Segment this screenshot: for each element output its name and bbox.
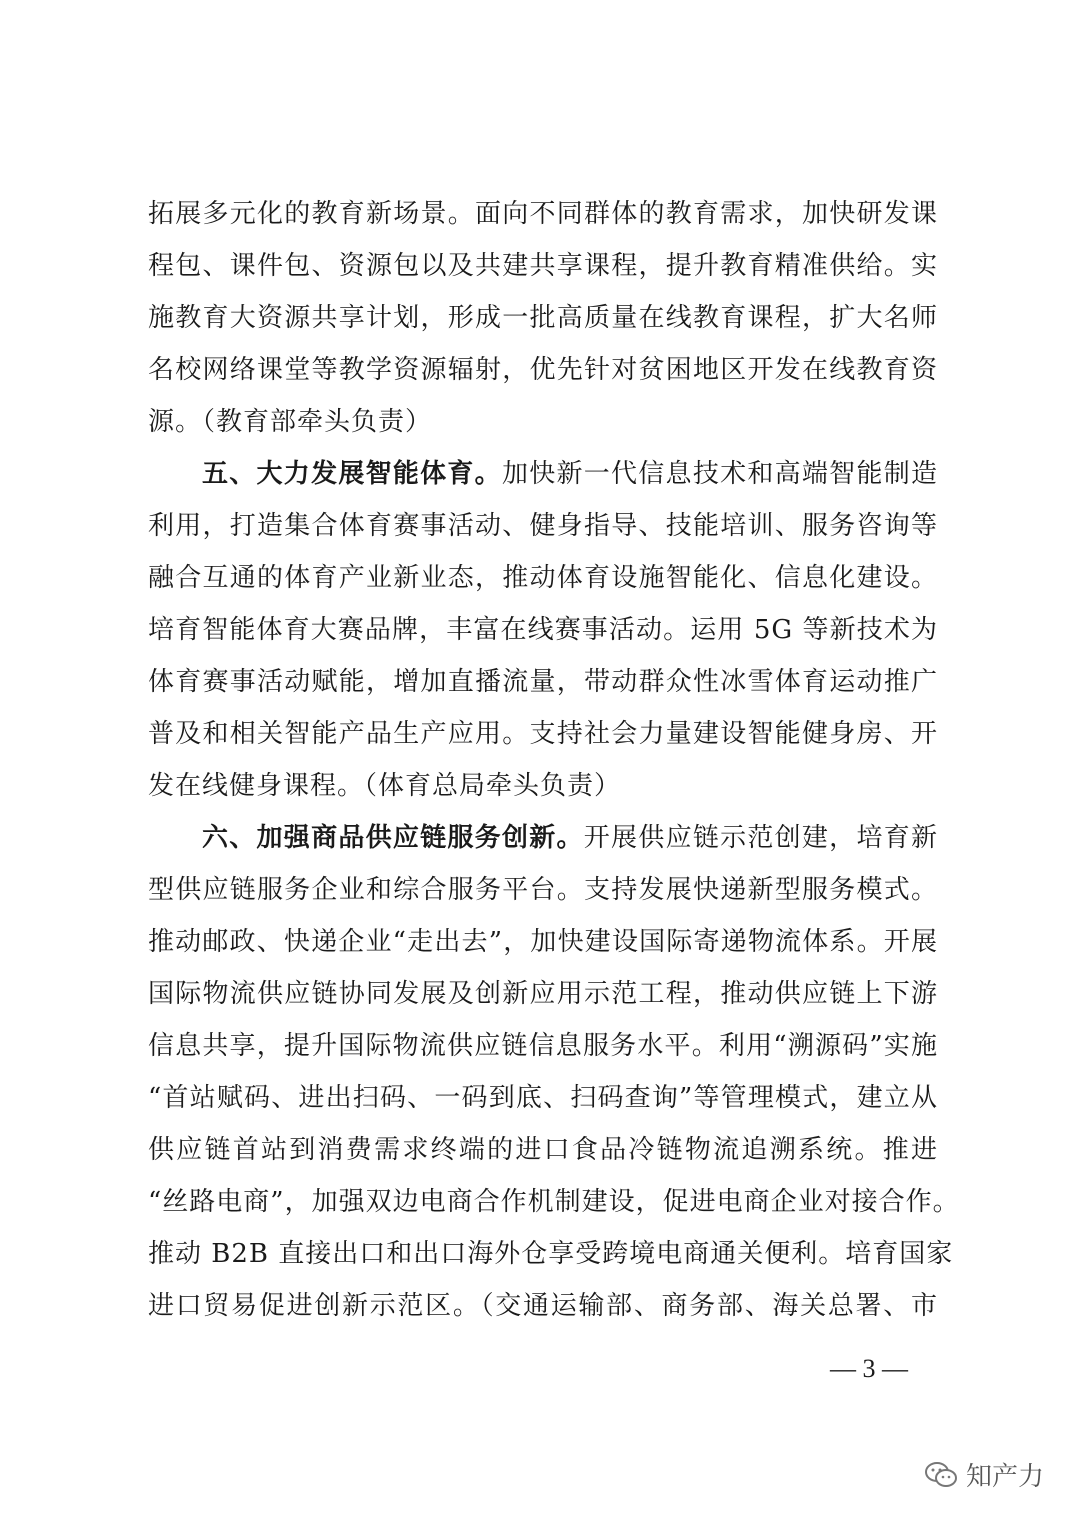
text-line: 融合互通的体育产业新业态，推动体育设施智能化、信息化建设。	[148, 563, 938, 593]
text-line: “丝路电商”，加强双边电商合作机制建设，促进电商企业对接合作。	[148, 1187, 960, 1217]
wechat-icon	[924, 1460, 958, 1490]
text-span: 加快新一代信息技术和高端智能制造	[501, 459, 938, 489]
document-body	[148, 188, 960, 1332]
text-line: 名校网络课堂等教学资源辐射，优先针对贫困地区开发在线教育资	[148, 355, 938, 385]
text-line: 普及和相关智能产品生产应用。支持社会力量建设智能健身房、开	[148, 719, 938, 749]
text-line: 进口贸易促进创新示范区。（交通运输部、商务部、海关总署、市	[148, 1291, 938, 1321]
text-span: 开展供应链示范创建，培育新	[583, 823, 938, 853]
section-heading-5: 五、大力发展智能体育。	[202, 459, 502, 489]
text-line: 供应链首站到消费需求终端的进口食品冷链物流追溯系统。推进	[148, 1135, 938, 1165]
page-number: — 3 —	[830, 1354, 908, 1383]
paragraph-first-line	[148, 812, 938, 864]
text-line: 信息共享，提升国际物流供应链信息服务水平。利用“溯源码”实施	[148, 1031, 938, 1061]
watermark-text: 知产力	[966, 1462, 1045, 1492]
text-line: 拓展多元化的教育新场景。面向不同群体的教育需求，加快研发课	[148, 199, 938, 229]
watermark	[924, 1456, 1044, 1493]
text-line: 型供应链服务企业和综合服务平台。支持发展快递新型服务模式。	[148, 875, 938, 905]
text-line: “首站赋码、进出扫码、一码到底、扫码查询”等管理模式，建立从	[148, 1083, 938, 1113]
section-heading-6: 六、加强商品供应链服务创新。	[202, 823, 584, 853]
text-line: 程包、课件包、资源包以及共建共享课程，提升教育精准供给。实	[148, 251, 938, 281]
text-line: 推动 B2B 直接出口和出口海外仓享受跨境电商通关便利。培育国家	[148, 1239, 954, 1269]
text-line: 利用，打造集合体育赛事活动、健身指导、技能培训、服务咨询等	[148, 511, 938, 541]
text-line: 源。（教育部牵头负责）	[148, 407, 433, 437]
text-line: 推动邮政、快递企业“走出去”，加快建设国际寄递物流体系。开展	[148, 927, 938, 957]
text-line: 发在线健身课程。（体育总局牵头负责）	[148, 771, 622, 801]
text-line: 国际物流供应链协同发展及创新应用示范工程，推动供应链上下游	[148, 979, 938, 1009]
text-line: 施教育大资源共享计划，形成一批高质量在线教育课程，扩大名师	[148, 303, 938, 333]
text-line: 培育智能体育大赛品牌，丰富在线赛事活动。运用 5G 等新技术为	[148, 615, 938, 645]
text-line: 体育赛事活动赋能，增加直播流量，带动群众性冰雪体育运动推广	[148, 667, 938, 697]
paragraph-first-line	[148, 448, 938, 500]
